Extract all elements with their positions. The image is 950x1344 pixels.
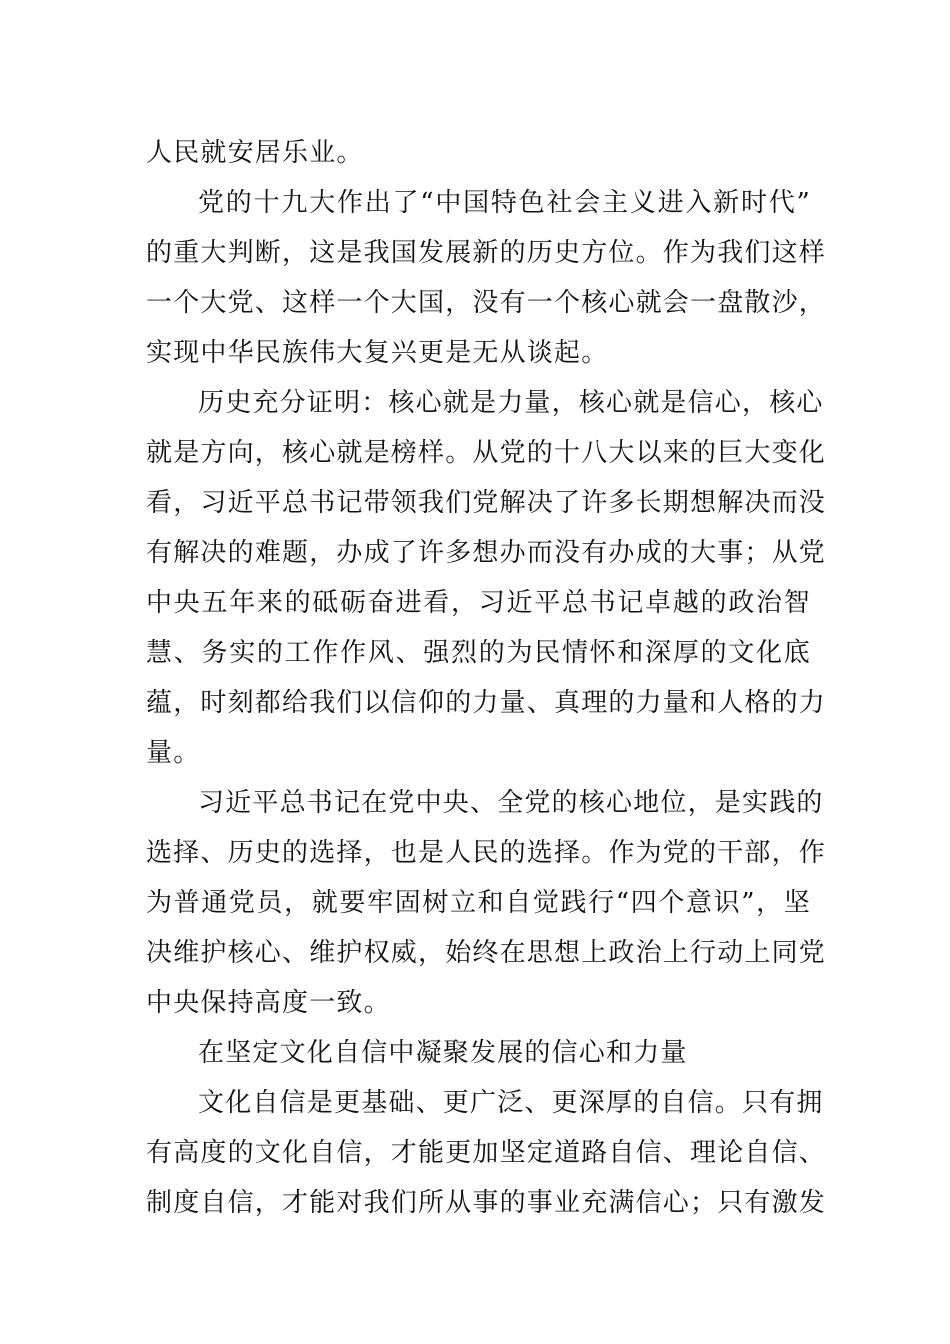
section-heading: 在坚定文化自信中凝聚发展的信心和力量 [198, 1038, 688, 1068]
text-line: 历史充分证明：核心就是力量，核心就是信心，核心 [198, 388, 824, 418]
text-line: 习近平总书记在党中央、全党的核心地位，是实践的 [198, 788, 824, 818]
text-line: 有解决的难题，办成了许多想办而没有办成的大事；从党 [146, 538, 827, 568]
text-line: 慧、务实的工作作风、强烈的为民情怀和深厚的文化底 [146, 638, 811, 668]
text-line: 的重大判断，这是我国发展新的历史方位。作为我们这样 [146, 238, 827, 268]
text-line: 蕴，时刻都给我们以信仰的力量、真理的力量和人格的力 [146, 688, 827, 718]
text-line: 党的十九大作出了“中国特色社会主义进入新时代” [198, 188, 811, 218]
text-line: 有高度的文化自信，才能更加坚定道路自信、理论自信、 [146, 1138, 827, 1168]
text-line: 实现中华民族伟大复兴更是无从谈起。 [146, 338, 609, 368]
text-line: 中央保持高度一致。 [146, 988, 391, 1018]
text-line: 人民就安居乐业。 [146, 138, 364, 168]
text-line: 一个大党、这样一个大国，没有一个核心就会一盘散沙， [146, 288, 827, 318]
text-line: 选择、历史的选择，也是人民的选择。作为党的干部，作 [146, 838, 827, 868]
text-line: 制度自信，才能对我们所从事的事业充满信心；只有激发 [146, 1188, 827, 1218]
text-line: 决维护核心、维护权威，始终在思想上政治上行动上同党 [146, 938, 827, 968]
text-line: 看，习近平总书记带领我们党解决了许多长期想解决而没 [146, 488, 827, 518]
text-line: 为普通党员，就要牢固树立和自觉践行“四个意识”，坚 [146, 888, 811, 918]
document-body [146, 128, 827, 1228]
text-line: 就是方向，核心就是榜样。从党的十八大以来的巨大变化 [146, 438, 827, 468]
text-line: 量。 [146, 738, 201, 768]
text-line: 中央五年来的砥砺奋进看，习近平总书记卓越的政治智 [146, 588, 811, 618]
text-line: 文化自信是更基础、更广泛、更深厚的自信。只有拥 [198, 1088, 824, 1118]
